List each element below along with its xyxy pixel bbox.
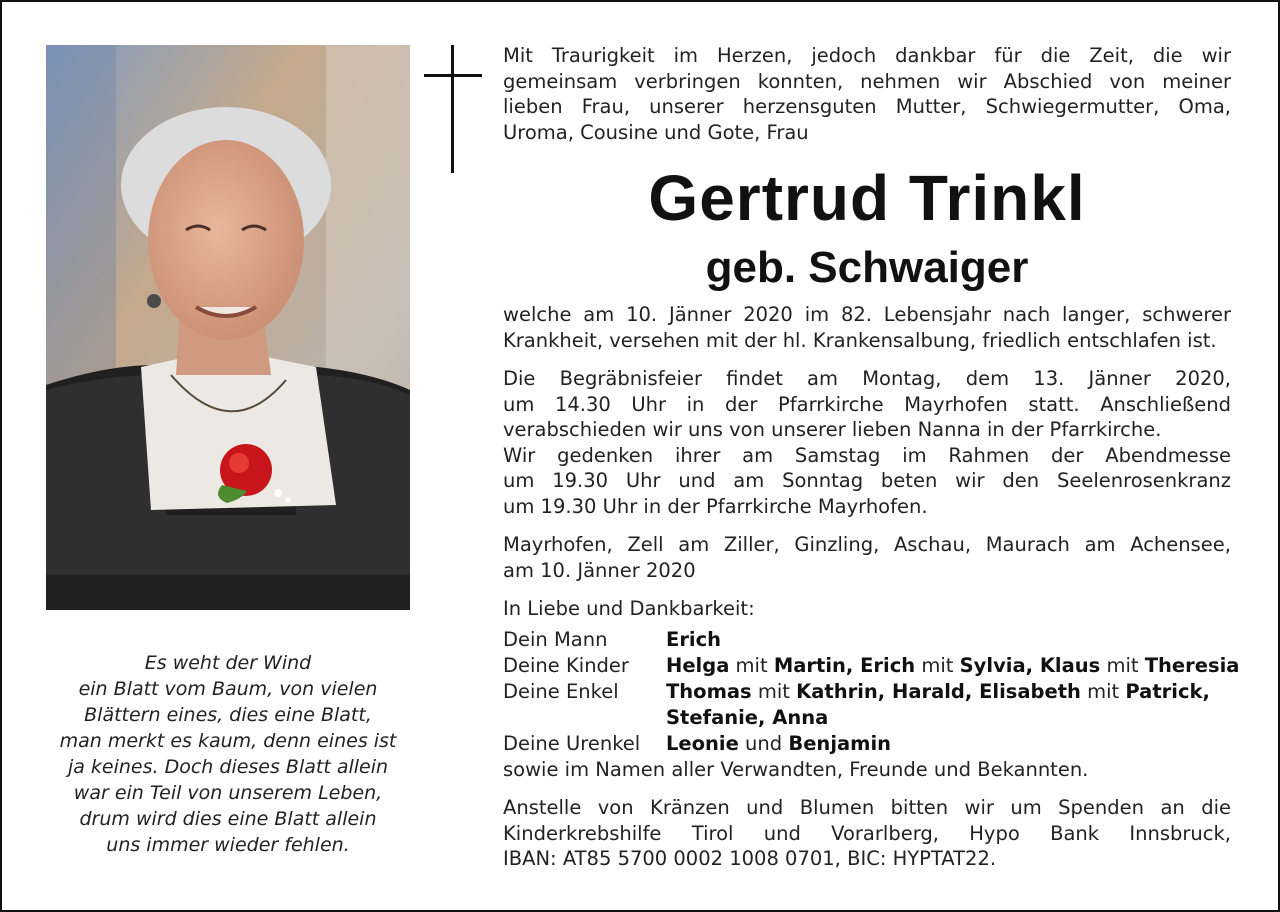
funeral-line: um 19.30 Uhr in der Pfarrkirche Mayrhofen.	[503, 494, 928, 518]
poem-line: Es weht der Wind	[144, 652, 312, 674]
funeral-paragraph	[503, 366, 1231, 519]
grandchildren-row	[503, 679, 1243, 705]
funeral-line: um 19.30 Uhr und am Sonntag beten wir den Seelenrosenkranz	[503, 469, 1231, 492]
grandchildren-row-2	[503, 705, 1243, 731]
poem-line: drum wird dies eine Blatt allein	[79, 808, 377, 830]
donation-line: IBAN: AT85 5700 0002 1008 0701, BIC: HYPTAT22.	[503, 847, 997, 870]
funeral-line: Die Begräbnisfeier findet am Montag, dem 13. Jänner 2020,	[503, 367, 1231, 390]
children-row	[503, 653, 1243, 679]
donation-paragraph	[503, 795, 1231, 872]
relatives-line: sowie im Namen aller Verwandten, Freunde und Bekannten.	[503, 758, 1089, 781]
child-name: Helga	[666, 654, 730, 677]
connector: und	[738, 732, 789, 755]
death-line: welche am 10. Jänner 2020 im 82. Lebensjahr nach langer, schwerer	[503, 303, 1231, 326]
connector: mit	[915, 654, 960, 677]
poem	[40, 650, 416, 858]
poem-line: ja keines. Doch dieses Blatt allein	[67, 756, 389, 778]
cross-icon	[424, 45, 482, 173]
relation-label: Dein Mann	[503, 628, 608, 651]
poem-line: man merkt es kaum, denn eines ist	[59, 730, 397, 752]
connector: mit	[1100, 654, 1145, 677]
date-line: am 10. Jänner 2020	[503, 558, 696, 582]
deceased-name: Gertrud Trinkl	[648, 162, 1086, 234]
donation-line: Kinderkrebshilfe Tirol und Vorarlberg, Hypo Bank Innsbruck,	[503, 821, 1231, 845]
husband-name: Erich	[666, 628, 722, 651]
intro-line: Uroma, Cousine und Gote, Frau	[503, 120, 809, 144]
death-line: Krankheit, versehen mit der hl. Krankensalbung, friedlich entschlafen ist.	[503, 328, 1217, 352]
poem-line: ein Blatt vom Baum, von vielen	[78, 678, 378, 700]
intro-paragraph	[503, 43, 1231, 145]
place-line: Mayrhofen, Zell am Ziller, Ginzling, Aschau, Maurach am Achensee,	[503, 533, 1231, 556]
great-grandchildren-row	[503, 731, 1243, 757]
partner-name: Martin, Erich	[773, 654, 916, 677]
grandchild-name: Patrick,	[1125, 680, 1210, 703]
funeral-line: um 14.30 Uhr in der Pfarrkirche Mayrhofen statt. Anschließend	[503, 392, 1231, 416]
intro-line: lieben Frau, unserer herzensguten Mutter, Schwiegermutter, Oma,	[503, 95, 1231, 118]
great-grandchild-name: Benjamin	[788, 732, 892, 755]
partner-name: Theresia	[1144, 654, 1240, 677]
connector: mit	[1080, 680, 1126, 703]
dedication: In Liebe und Dankbarkeit:	[503, 597, 755, 620]
intro-line: gemeinsam verbringen konnten, nehmen wir Abschied von meiner	[503, 69, 1231, 93]
grandchild-name: Stefanie, Anna	[666, 706, 829, 729]
connector: mit	[751, 680, 797, 703]
place-date	[503, 532, 1231, 583]
great-grandchild-name: Leonie	[666, 732, 739, 755]
grandchild-name: Kathrin, Harald, Elisabeth	[796, 680, 1081, 703]
death-paragraph	[503, 302, 1231, 353]
partner-name: Sylvia, Klaus	[959, 654, 1101, 677]
funeral-line: Wir gedenken ihrer am Samstag im Rahmen der Abendmesse	[503, 443, 1231, 467]
maiden-name: geb. Schwaiger	[705, 243, 1029, 292]
portrait-photo	[46, 45, 410, 610]
relation-label: Deine Kinder	[503, 654, 629, 677]
relation-label: Deine Enkel	[503, 680, 619, 703]
husband-row	[503, 627, 1243, 653]
intro-line: Mit Traurigkeit im Herzen, jedoch dankbar für die Zeit, die wir	[503, 44, 1231, 67]
connector: mit	[729, 654, 774, 677]
poem-line: war ein Teil von unserem Leben,	[73, 782, 383, 804]
poem-line: Blättern eines, dies eine Blatt,	[84, 704, 372, 726]
poem-line: uns immer wieder fehlen.	[106, 834, 350, 856]
funeral-line: verabschieden wir uns von unserer lieben Nanna in der Pfarrkirche.	[503, 418, 1162, 441]
relation-label: Deine Urenkel	[503, 732, 641, 755]
family-list	[503, 627, 1243, 783]
donation-line: Anstelle von Kränzen und Blumen bitten wir um Spenden an die	[503, 796, 1231, 819]
grandchild-name: Thomas	[666, 680, 752, 703]
